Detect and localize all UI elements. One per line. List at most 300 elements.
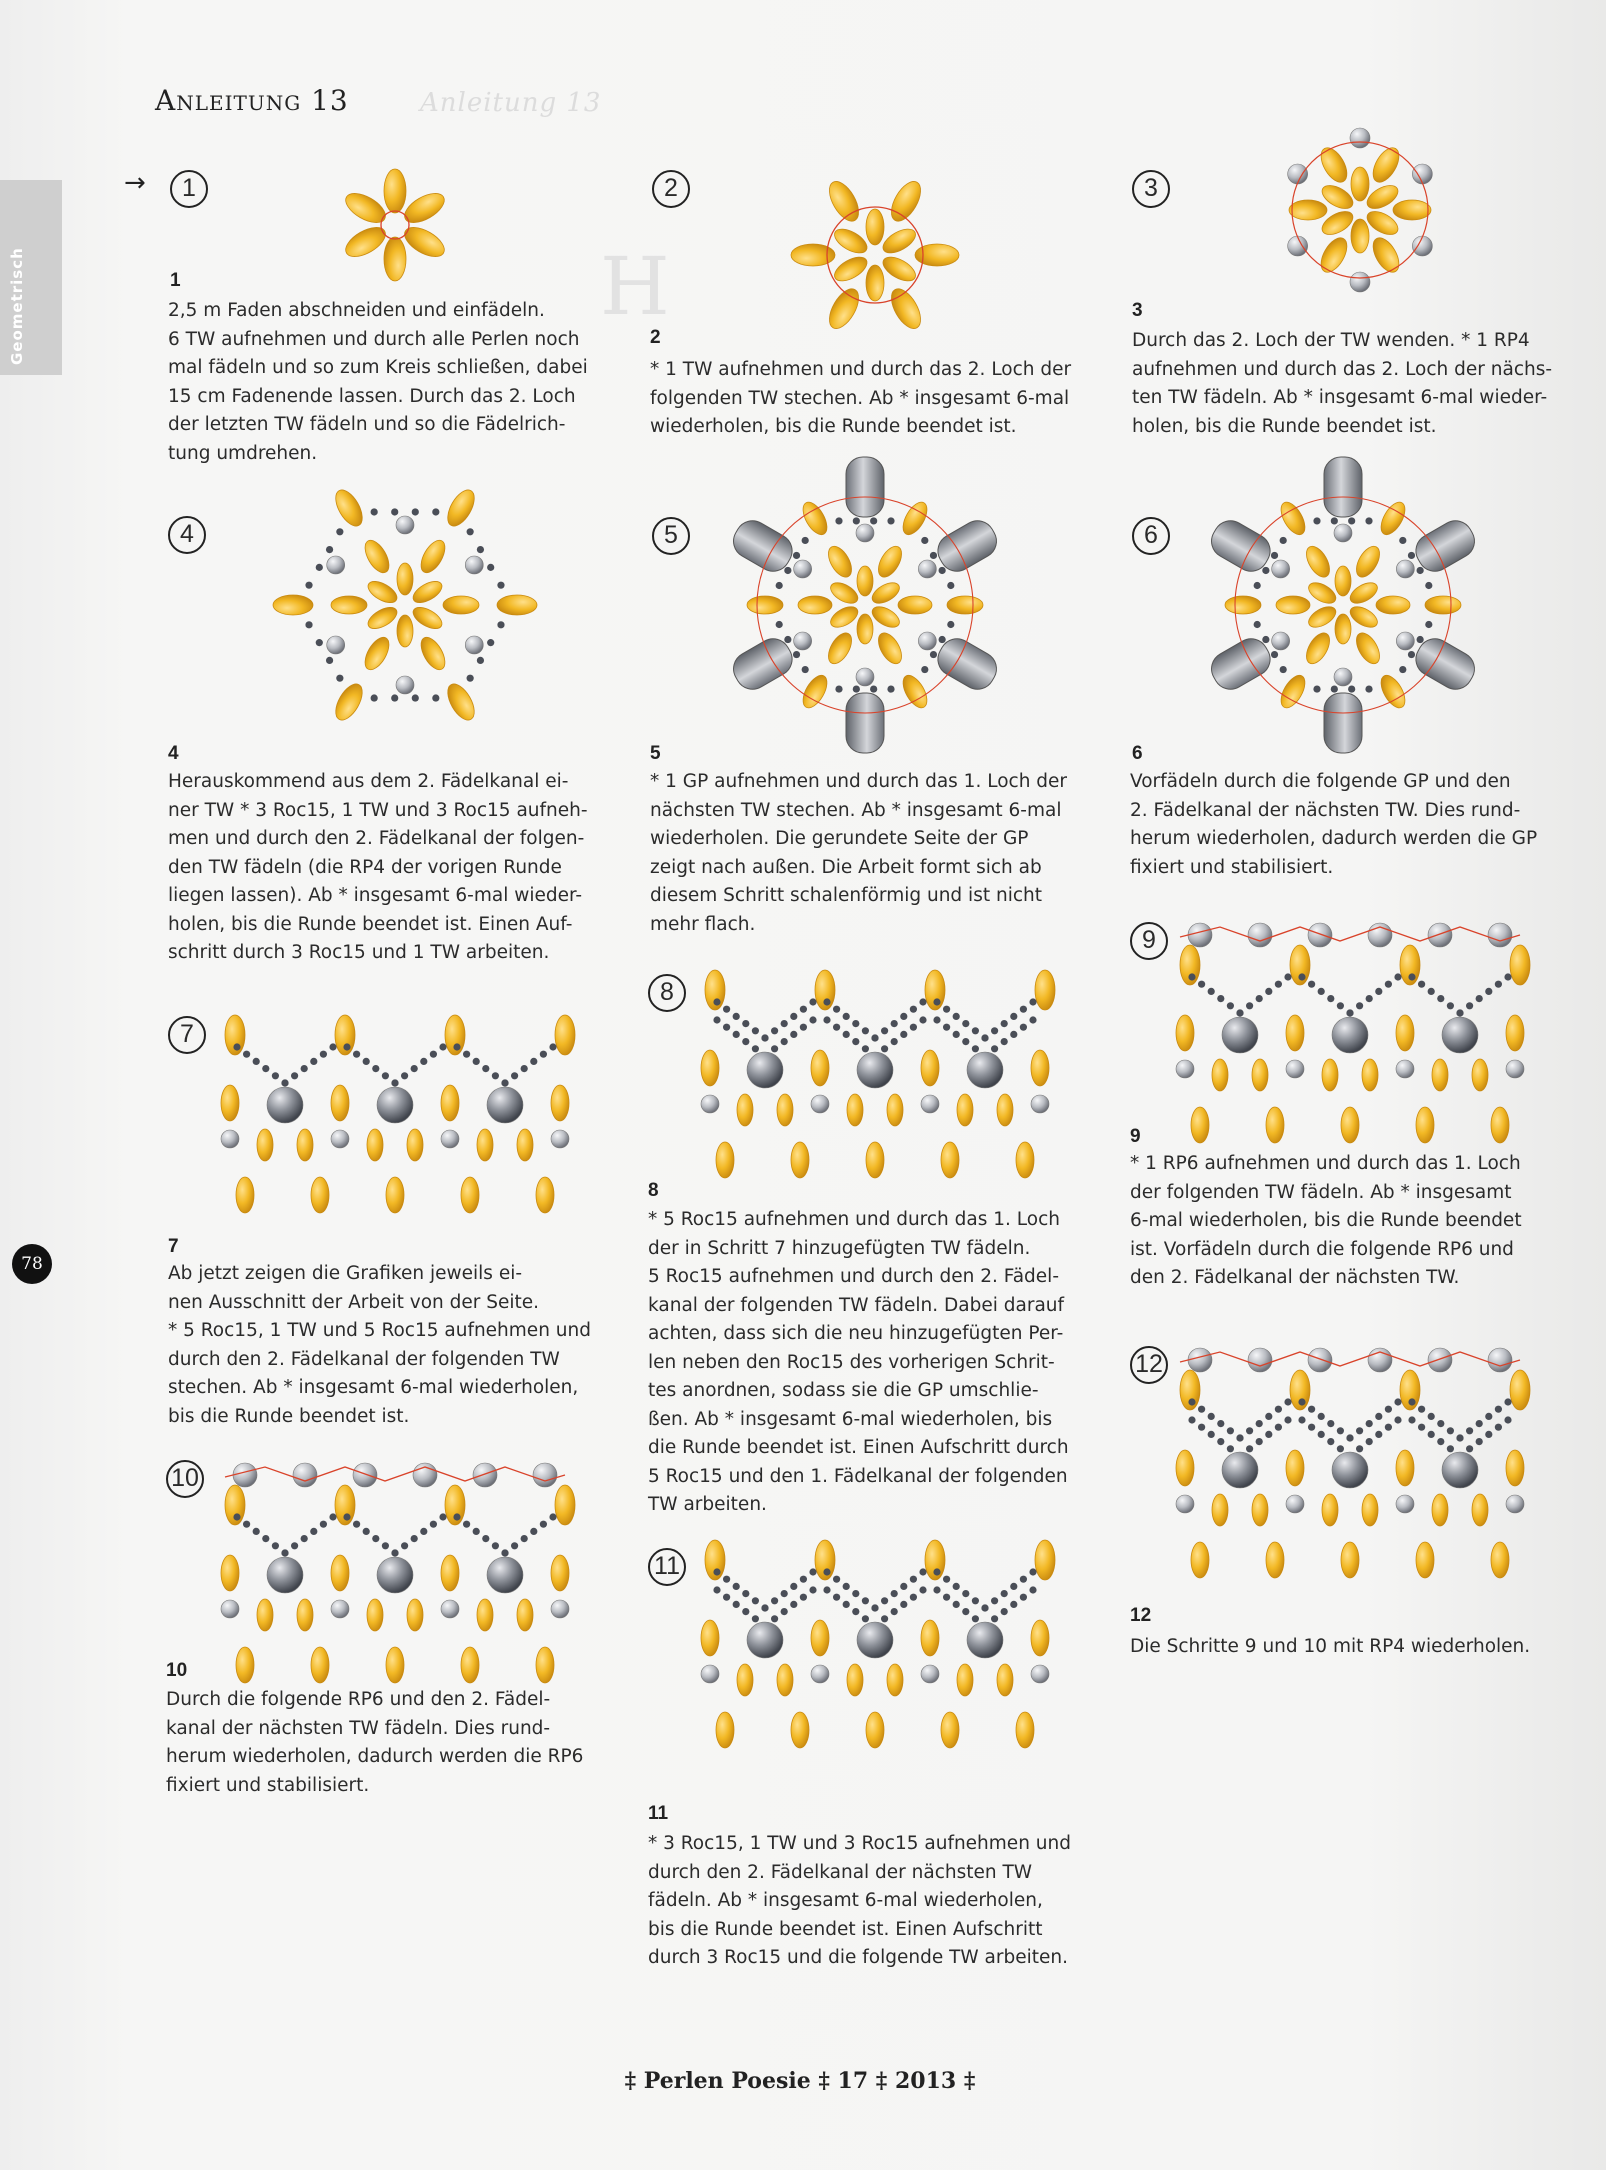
seed-bead xyxy=(752,1027,759,1034)
seed-bead xyxy=(521,1535,528,1542)
twin-bead xyxy=(737,1664,753,1696)
seed-bead xyxy=(477,546,484,553)
seed-bead xyxy=(1217,995,1224,1002)
seed-bead xyxy=(305,582,312,589)
seed-bead xyxy=(752,1045,759,1052)
seed-bead xyxy=(953,1583,960,1590)
twin-bead xyxy=(887,1664,903,1696)
round-bead xyxy=(1506,1495,1524,1513)
seed-bead xyxy=(492,1542,499,1549)
seed-bead xyxy=(1485,988,1492,995)
seed-bead xyxy=(1365,517,1372,524)
twin-bead xyxy=(536,1647,554,1683)
seed-bead xyxy=(761,1034,768,1041)
twin-bead xyxy=(857,614,873,644)
seed-bead xyxy=(802,537,809,544)
seed-bead xyxy=(1331,517,1338,524)
seed-bead xyxy=(326,657,333,664)
seed-bead xyxy=(1375,1413,1382,1420)
round-bead-large xyxy=(857,1622,893,1658)
figure-step-8 xyxy=(705,960,1045,1190)
seed-bead xyxy=(549,1513,556,1520)
seed-bead xyxy=(771,1597,778,1604)
twin-bead xyxy=(1212,1494,1228,1526)
page-number-badge: 78 xyxy=(12,1244,52,1284)
twin-bead xyxy=(791,244,835,266)
seed-bead xyxy=(800,1576,807,1583)
seed-bead xyxy=(1394,1398,1401,1405)
seed-bead xyxy=(761,1604,768,1611)
twin-bead xyxy=(360,633,394,673)
seed-bead xyxy=(1456,1434,1463,1441)
twin-bead xyxy=(551,1555,569,1591)
seed-bead xyxy=(853,685,860,692)
twin-bead xyxy=(365,577,401,607)
seed-bead xyxy=(233,1043,240,1050)
step-text-10: Durch die folgende RP6 und den 2. Fädel- kanal der nächsten TW fädeln. Dies rund- herum wiederholen, dadurch werden die RP6 fixiert und stabilisiert. xyxy=(166,1689,584,1796)
round-bead xyxy=(1428,1348,1452,1372)
twin-bead xyxy=(442,486,479,531)
twin-bead xyxy=(400,221,449,262)
twin-bead xyxy=(311,1177,329,1213)
step-circle-7: 7 xyxy=(168,1016,206,1054)
seed-bead xyxy=(943,1024,950,1031)
twin-bead xyxy=(874,629,907,667)
seed-bead xyxy=(771,1045,778,1052)
seed-bead xyxy=(921,537,928,544)
seed-bead xyxy=(1271,552,1278,559)
seed-bead xyxy=(1425,582,1432,589)
seed-bead xyxy=(320,1521,327,1528)
round-bead xyxy=(856,668,874,686)
seed-bead xyxy=(1308,1406,1315,1413)
step-text-3: Durch das 2. Loch der TW wenden. * 1 RP4 aufnehmen und durch das 2. Loch der nächs- ten TW fädeln. Ab * insgesamt 6-mal wieder- holen, bis die Runde beendet ist. xyxy=(1132,330,1553,437)
seed-bead xyxy=(1428,988,1435,995)
twin-bead xyxy=(887,1094,903,1126)
step-text-4: Herauskommend aus dem 2. Fädelkanal ei- ner TW * 3 Roc15, 1 TW und 3 Roc15 aufneh- men und durch den 2. Fädelkanal der folgen- den TW fädeln (die RP4 der vorigen Runde liegen lassen). Ab * insgesamt 6-mal wieder- holen, bis die Runde beendet ist. Einen Auf- schritt durch 3 Roc15 und 1 TW arbeiten. xyxy=(168,771,588,963)
twin-bead xyxy=(397,563,413,595)
seed-bead xyxy=(1029,1586,1036,1593)
seed-bead xyxy=(262,1535,269,1542)
seed-bead xyxy=(823,1568,830,1575)
round-bead-large xyxy=(967,1622,1003,1658)
seed-bead xyxy=(733,1583,740,1590)
seed-bead xyxy=(420,1058,427,1065)
seed-bead xyxy=(1265,988,1272,995)
twin-bead xyxy=(221,1085,239,1121)
round-bead xyxy=(701,1665,719,1683)
twin-bead xyxy=(517,1129,533,1161)
twin-bead xyxy=(1252,1494,1268,1526)
seed-bead xyxy=(1437,1438,1444,1445)
step-circle-9: 9 xyxy=(1130,922,1168,960)
twin-bead xyxy=(701,1620,719,1656)
round-bead xyxy=(1248,1348,1272,1372)
twin-bead xyxy=(811,1050,829,1086)
seed-bead xyxy=(243,1521,250,1528)
seed-bead xyxy=(947,621,954,628)
seed-bead xyxy=(329,1043,336,1050)
seed-bead xyxy=(742,1590,749,1597)
seed-bead xyxy=(301,1065,308,1072)
seed-bead xyxy=(482,1065,489,1072)
gem-pillar-bead xyxy=(846,457,884,517)
figure-step-10 xyxy=(225,1450,565,1670)
seed-bead xyxy=(305,621,312,628)
seed-bead xyxy=(887,517,894,524)
seed-bead xyxy=(1262,567,1269,574)
seed-bead xyxy=(343,1513,350,1520)
seed-bead xyxy=(412,508,419,515)
round-bead xyxy=(1396,560,1414,578)
step-circle-4: 4 xyxy=(168,516,206,554)
seed-bead xyxy=(891,1020,898,1027)
seed-bead xyxy=(329,1513,336,1520)
twin-bead xyxy=(1416,1542,1434,1578)
twin-bead xyxy=(879,224,919,258)
twin-bead xyxy=(341,221,390,262)
seed-bead xyxy=(933,1586,940,1593)
step-number-9: 9 xyxy=(1130,1126,1141,1147)
seed-bead xyxy=(1246,1445,1253,1452)
seed-bead xyxy=(1227,1427,1234,1434)
seed-bead xyxy=(473,1058,480,1065)
twin-bead xyxy=(330,486,367,531)
twin-bead xyxy=(1510,945,1530,985)
seed-bead xyxy=(1010,1013,1017,1020)
twin-bead xyxy=(273,595,313,615)
seed-bead xyxy=(482,1535,489,1542)
figure-step-5 xyxy=(715,460,1015,750)
step-circle-1: 1 xyxy=(170,170,208,208)
round-bead xyxy=(811,1095,829,1113)
seed-bead xyxy=(723,1006,730,1013)
seed-bead xyxy=(1437,995,1444,1002)
seed-bead xyxy=(862,1597,869,1604)
round-bead xyxy=(921,1665,939,1683)
page-footer: ‡ Perlen Poesie ‡ 17 ‡ 2013 ‡ xyxy=(624,2068,976,2094)
twin-bead xyxy=(827,603,861,632)
seed-bead xyxy=(411,1065,418,1072)
step-circle-6: 6 xyxy=(1132,517,1170,555)
seed-bead xyxy=(1262,636,1269,643)
seed-bead xyxy=(900,1601,907,1608)
round-bead xyxy=(1396,1495,1414,1513)
twin-bead xyxy=(1352,542,1385,580)
seed-bead xyxy=(900,1013,907,1020)
round-bead xyxy=(794,632,812,650)
seed-bead xyxy=(1318,988,1325,995)
seed-bead xyxy=(391,508,398,515)
thread xyxy=(1180,927,1520,941)
twin-bead xyxy=(831,224,871,258)
seed-bead xyxy=(921,666,928,673)
twin-bead xyxy=(1322,1059,1338,1091)
step-circle-12: 12 xyxy=(1130,1346,1168,1384)
twin-bead xyxy=(1347,603,1381,632)
seed-bead xyxy=(991,1027,998,1034)
seed-bead xyxy=(1208,1413,1215,1420)
seed-bead xyxy=(981,1034,988,1041)
seed-bead xyxy=(467,528,474,535)
twin-bead xyxy=(341,187,390,228)
figure-step-6 xyxy=(1193,460,1493,750)
seed-bead xyxy=(1399,666,1406,673)
round-bead xyxy=(794,560,812,578)
twin-bead xyxy=(407,1129,423,1161)
round-bead xyxy=(327,556,345,574)
seed-bead xyxy=(1394,973,1401,980)
seed-bead xyxy=(281,1549,288,1556)
twin-bead xyxy=(824,629,857,667)
seed-bead xyxy=(1029,1016,1036,1023)
twin-bead xyxy=(1491,1542,1509,1578)
twin-bead xyxy=(1362,1494,1378,1526)
twin-bead xyxy=(866,209,884,245)
round-bead xyxy=(396,676,414,694)
twin-bead xyxy=(1316,144,1352,187)
seed-bead xyxy=(477,657,484,664)
seed-bead xyxy=(1254,621,1261,628)
twin-bead xyxy=(1335,614,1351,644)
seed-bead xyxy=(1246,1427,1253,1434)
seed-bead xyxy=(1408,552,1415,559)
seed-bead xyxy=(1466,1445,1473,1452)
round-bead xyxy=(918,560,936,578)
seed-bead xyxy=(881,1027,888,1034)
seed-bead xyxy=(1298,1398,1305,1405)
step-text-6: Vorfädeln durch die folgende GP und den 2. Fädelkanal der nächsten TW. Dies rund- herum wiederholen, dadurch werden die GP fixiert und stabilisiert. xyxy=(1130,771,1538,878)
seed-bead xyxy=(953,1601,960,1608)
seed-bead xyxy=(453,1513,460,1520)
twin-bead xyxy=(701,1050,719,1086)
seed-bead xyxy=(372,1535,379,1542)
seed-bead xyxy=(771,1615,778,1622)
twin-bead xyxy=(874,542,907,580)
seed-bead xyxy=(800,1024,807,1031)
twin-bead xyxy=(827,579,861,608)
seed-bead xyxy=(1408,1398,1415,1405)
seed-bead xyxy=(793,552,800,559)
seed-bead xyxy=(723,1576,730,1583)
step-text-11: * 3 Roc15, 1 TW und 3 Roc15 aufnehmen und durch den 2. Fädelkanal der nächsten TW fädeln. Ab * insgesamt 6-mal wiederholen, bis die Runde beendet ist. Einen Aufschritt durch 3 Roc15 und die folgende TW arbeiten. xyxy=(648,1833,1071,1968)
twin-bead xyxy=(536,1177,554,1213)
seed-bead xyxy=(1265,1413,1272,1420)
seed-bead xyxy=(843,1031,850,1038)
seed-bead xyxy=(790,1031,797,1038)
seed-bead xyxy=(943,1006,950,1013)
seed-bead xyxy=(1331,685,1338,692)
seed-bead xyxy=(432,508,439,515)
figure-step-2 xyxy=(775,165,975,345)
round-bead-large xyxy=(267,1087,303,1123)
round-bead xyxy=(551,1600,569,1618)
twin-bead xyxy=(330,680,367,725)
seed-bead xyxy=(919,1568,926,1575)
round-bead xyxy=(1308,1348,1332,1372)
seed-bead xyxy=(1504,1416,1511,1423)
seed-bead xyxy=(833,1024,840,1031)
twin-bead xyxy=(477,1599,493,1631)
figure-step-7 xyxy=(225,1005,565,1235)
seed-bead xyxy=(833,1006,840,1013)
seed-bead xyxy=(253,1058,260,1065)
seed-bead xyxy=(939,567,946,574)
seed-bead xyxy=(1208,1431,1215,1438)
seed-bead xyxy=(1408,973,1415,980)
twin-bead xyxy=(879,252,919,286)
twin-bead xyxy=(1031,1050,1049,1086)
seed-bead xyxy=(776,582,783,589)
twin-bead xyxy=(1351,167,1369,201)
twin-bead xyxy=(331,596,367,614)
round-bead xyxy=(1288,164,1308,184)
seed-bead xyxy=(1029,1568,1036,1575)
seed-bead xyxy=(881,1615,888,1622)
seed-bead xyxy=(1188,1398,1195,1405)
twin-bead xyxy=(1368,144,1404,187)
seed-bead xyxy=(972,1045,979,1052)
round-bead xyxy=(1506,1060,1524,1078)
round-bead xyxy=(353,1463,377,1487)
round-bead-large xyxy=(1332,1017,1368,1053)
seed-bead xyxy=(930,651,937,658)
seed-bead xyxy=(467,675,474,682)
seed-bead xyxy=(487,639,494,646)
seed-bead xyxy=(463,1521,470,1528)
twin-bead xyxy=(1302,542,1335,580)
round-bead xyxy=(1428,923,1452,947)
seed-bead xyxy=(809,1016,816,1023)
seed-bead xyxy=(1280,537,1287,544)
round-bead-large xyxy=(487,1557,523,1593)
twin-bead xyxy=(1305,579,1339,608)
step-circle-11: 11 xyxy=(648,1548,686,1586)
seed-bead xyxy=(1275,1406,1282,1413)
step-number-11: 11 xyxy=(648,1803,669,1824)
seed-bead xyxy=(972,1615,979,1622)
seed-bead xyxy=(1308,1424,1315,1431)
seed-bead xyxy=(1447,1002,1454,1009)
round-bead xyxy=(1350,272,1370,292)
step-text-2: * 1 TW aufnehmen und durch das 2. Loch der folgenden TW stechen. Ab * insgesamt 6-mal wiederholen, bis die Runde beendet ist. xyxy=(650,359,1072,437)
seed-bead xyxy=(933,1568,940,1575)
seed-bead xyxy=(919,1016,926,1023)
twin-bead xyxy=(1510,1370,1530,1410)
twin-bead xyxy=(716,1712,734,1748)
seed-bead xyxy=(420,1528,427,1535)
twin-bead xyxy=(555,1015,575,1055)
seed-bead xyxy=(972,1597,979,1604)
seed-bead xyxy=(784,636,791,643)
twin-bead xyxy=(791,1712,809,1748)
round-bead-large xyxy=(967,1052,1003,1088)
round-bead xyxy=(1176,1060,1194,1078)
seed-bead xyxy=(411,1535,418,1542)
twin-bead xyxy=(1472,1494,1488,1526)
twin-bead xyxy=(1212,1059,1228,1091)
seed-bead xyxy=(1375,1431,1382,1438)
seed-bead xyxy=(1010,1031,1017,1038)
thread xyxy=(225,1467,565,1481)
round-bead xyxy=(221,1130,239,1148)
seed-bead xyxy=(852,1608,859,1615)
seed-bead xyxy=(391,1079,398,1086)
seed-bead xyxy=(1375,988,1382,995)
twin-bead xyxy=(442,680,479,725)
seed-bead xyxy=(991,1615,998,1622)
seed-bead xyxy=(852,1590,859,1597)
seed-bead xyxy=(790,1601,797,1608)
seed-bead xyxy=(953,1013,960,1020)
seed-bead xyxy=(1425,621,1432,628)
seed-bead xyxy=(1256,1420,1263,1427)
twin-bead xyxy=(410,603,446,633)
seed-bead xyxy=(1366,995,1373,1002)
seed-bead xyxy=(881,1045,888,1052)
seed-bead xyxy=(887,685,894,692)
step-number-1: 1 xyxy=(170,270,181,291)
twin-bead xyxy=(997,1094,1013,1126)
seed-bead xyxy=(809,1568,816,1575)
seed-bead xyxy=(1476,1420,1483,1427)
twin-bead xyxy=(941,1142,959,1178)
seed-bead xyxy=(793,651,800,658)
seed-bead xyxy=(823,1586,830,1593)
round-bead xyxy=(441,1600,459,1618)
twin-bead xyxy=(331,1555,349,1591)
seed-bead xyxy=(947,582,954,589)
seed-bead xyxy=(1337,1002,1344,1009)
seed-bead xyxy=(862,1045,869,1052)
round-bead-large xyxy=(747,1622,783,1658)
twin-bead xyxy=(397,615,413,647)
seed-bead xyxy=(870,517,877,524)
seed-bead xyxy=(1227,1445,1234,1452)
seed-bead xyxy=(1418,1406,1425,1413)
step-text-1: 2,5 m Faden abschneiden und einfädeln. 6 TW aufnehmen und durch alle Perlen noch mal fädeln und so zum Kreis schließen, dabei 15 cm Fadenende lassen. Durch das 2. Loch der letzten TW fädeln und so die Fädelrich- tung umdrehen. xyxy=(168,300,588,464)
thread xyxy=(381,211,409,239)
twin-bead xyxy=(1396,1450,1414,1486)
seed-bead xyxy=(781,1038,788,1045)
step-number-4: 4 xyxy=(168,743,179,764)
seed-bead xyxy=(800,1006,807,1013)
twin-bead xyxy=(791,1142,809,1178)
twin-bead xyxy=(1176,1015,1194,1051)
seed-bead xyxy=(1198,981,1205,988)
seed-bead xyxy=(972,1027,979,1034)
seed-bead xyxy=(1385,981,1392,988)
seed-bead xyxy=(843,1601,850,1608)
seed-bead xyxy=(1284,973,1291,980)
seed-bead xyxy=(823,1016,830,1023)
side-tab-label: Geometrisch xyxy=(8,247,26,365)
figure-step-12 xyxy=(1180,1330,1520,1620)
seed-bead xyxy=(891,1608,898,1615)
seed-bead xyxy=(430,1521,437,1528)
seed-bead xyxy=(1010,1601,1017,1608)
twin-bead xyxy=(866,1712,884,1748)
seed-bead xyxy=(835,685,842,692)
round-bead-large xyxy=(1442,1017,1478,1053)
twin-bead xyxy=(236,1647,254,1683)
twin-bead xyxy=(477,1129,493,1161)
seed-bead xyxy=(1466,1002,1473,1009)
seed-bead xyxy=(910,1024,917,1031)
seed-bead xyxy=(343,1043,350,1050)
seed-bead xyxy=(391,694,398,701)
seed-bead xyxy=(1313,685,1320,692)
